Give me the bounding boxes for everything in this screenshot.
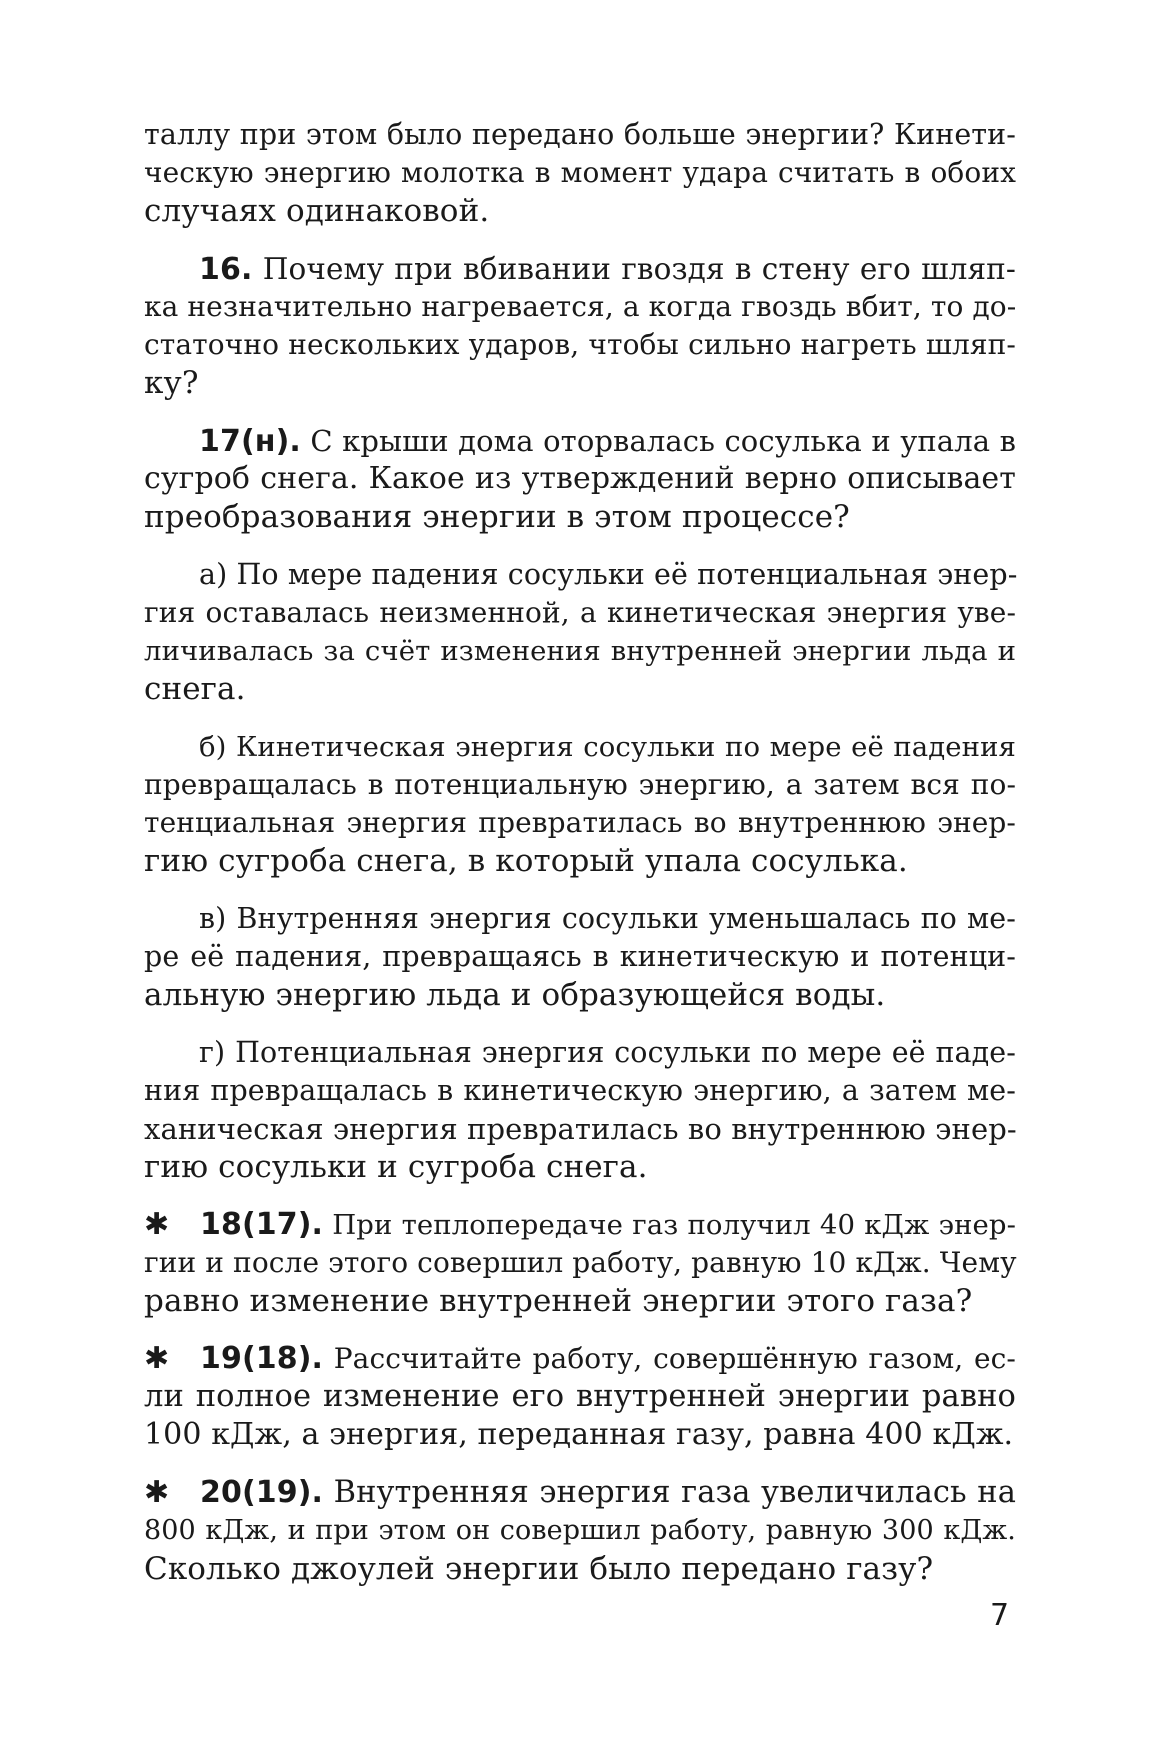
text-line: таллу при этом было передано больше энергии? Кинети- bbox=[144, 118, 1016, 151]
problem-number: 18(17). bbox=[200, 1207, 324, 1242]
problem-number: 16. bbox=[199, 252, 253, 287]
text-line: Сколько джоулей энергии было передано газу? bbox=[144, 1551, 934, 1587]
continuation-paragraph bbox=[144, 116, 1016, 230]
page-content bbox=[144, 116, 1016, 1608]
text-line: б) Кинетическая энергия сосульки по мере её падения bbox=[199, 731, 1016, 763]
asterisk-icon: ✱ bbox=[144, 1341, 170, 1376]
text-line: Рассчитайте работу, совершённую газом, ес- bbox=[333, 1342, 1016, 1375]
text-line: Внутренняя энергия газа увеличилась на bbox=[333, 1475, 1017, 1510]
problem-number: 19(18). bbox=[200, 1341, 324, 1376]
text-line: г) Потенциальная энергия сосульки по мере её паде- bbox=[199, 1036, 1016, 1069]
text-line: С крыши дома оторвалась сосулька и упала в bbox=[310, 424, 1016, 458]
problem-16 bbox=[144, 250, 1016, 402]
text-line: равно изменение внутренней энергии этого газа? bbox=[144, 1283, 973, 1319]
problem-first-line bbox=[144, 250, 1016, 288]
text-line: гию сосульки и сугроба снега. bbox=[144, 1149, 648, 1185]
problem-first-line bbox=[144, 1340, 1016, 1378]
text-line: снега. bbox=[144, 671, 246, 707]
text-line: гию сугроба снега, в который упала сосулька. bbox=[144, 843, 908, 879]
problem-20 bbox=[144, 1474, 1016, 1588]
problem-17 bbox=[144, 422, 1016, 536]
text-line: 800 кДж, и при этом он совершил работу, равную 300 кДж. bbox=[144, 1515, 1016, 1546]
text-line: тенциальная энергия превратилась во внутреннюю энер- bbox=[144, 806, 1016, 839]
text-line: гии и после этого совершил работу, равную 10 кДж. Чему bbox=[144, 1246, 1017, 1279]
text-line: превращалась в потенциальную энергию, а затем вся по- bbox=[144, 768, 1016, 801]
text-line: ханическая энергия превратилась во внутреннюю энер- bbox=[144, 1112, 1017, 1146]
problem-19 bbox=[144, 1340, 1016, 1454]
asterisk-icon: ✱ bbox=[144, 1475, 170, 1510]
problem-first-line bbox=[144, 422, 1016, 460]
text-line: ка незначительно нагревается, а когда гвоздь вбит, то до- bbox=[144, 290, 1017, 323]
text-line: случаях одинаковой. bbox=[144, 193, 490, 229]
text-line: Почему при вбивании гвоздя в стену его шляп- bbox=[262, 252, 1016, 286]
text-line: При теплопередаче газ получил 40 кДж энер- bbox=[332, 1209, 1016, 1241]
text-line: а) По мере падения сосульки её потенциальная энер- bbox=[199, 558, 1018, 591]
text-line: 100 кДж, а энергия, переданная газу, равна 400 кДж. bbox=[144, 1417, 1014, 1452]
problem-first-line bbox=[144, 1206, 1016, 1244]
text-line: ния превращалась в кинетическую энергию, а затем ме- bbox=[144, 1074, 1016, 1107]
text-line: преобразования энергии в этом процессе? bbox=[144, 499, 850, 535]
page-number: 7 bbox=[990, 1598, 1010, 1633]
text-line: в) Внутренняя энергия сосульки уменьшалась по ме- bbox=[199, 902, 1016, 935]
answer-option-b bbox=[144, 728, 1016, 880]
text-line: альную энергию льда и образующейся воды. bbox=[144, 977, 886, 1013]
text-line: ре её падения, превращаясь в кинетическую и потенци- bbox=[144, 940, 1016, 973]
problem-first-line bbox=[144, 1474, 1016, 1512]
text-line: ческую энергию молотка в момент удара считать в обоих bbox=[144, 156, 1016, 189]
text-line: сугроб снега. Какое из утверждений верно описывает bbox=[144, 461, 1016, 496]
text-line: ку? bbox=[144, 365, 199, 401]
answer-option-a bbox=[144, 556, 1016, 708]
answer-option-c bbox=[144, 900, 1016, 1014]
text-line: статочно нескольких ударов, чтобы сильно нагреть шляп- bbox=[144, 328, 1016, 361]
problem-number: 17(н). bbox=[199, 424, 301, 459]
asterisk-icon: ✱ bbox=[144, 1207, 170, 1242]
text-line: личивалась за счёт изменения внутренней энергии льда и bbox=[144, 635, 1016, 667]
problem-number: 20(19). bbox=[200, 1475, 324, 1510]
text-line: ли полное изменение его внутренней энергии равно bbox=[144, 1379, 1016, 1414]
text-line: гия оставалась неизменной, а кинетическая энергия уве- bbox=[144, 596, 1016, 629]
problem-18 bbox=[144, 1206, 1016, 1320]
answer-option-d bbox=[144, 1034, 1016, 1186]
